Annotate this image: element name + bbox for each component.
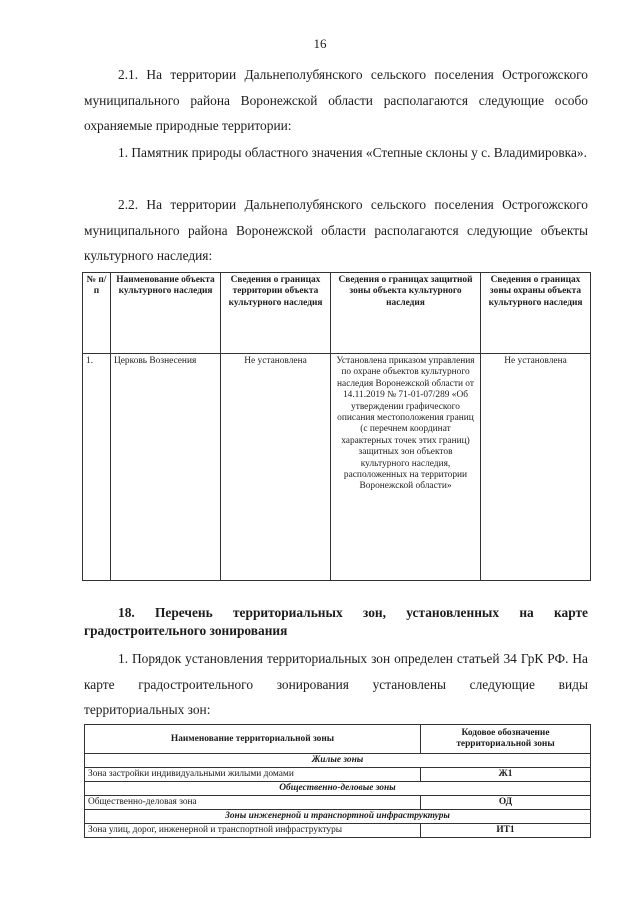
zone-group-residential: Жилые зоны: [85, 754, 591, 768]
zone-name: Зона улиц, дорог, инженерной и транспортной инфраструктуры: [85, 824, 421, 838]
zone-code: Ж1: [421, 768, 591, 782]
header-zone-name: Наименование территориальной зоны: [85, 725, 421, 754]
paragraph-2-2: [84, 192, 588, 269]
page-number: 16: [313, 36, 327, 51]
zone-name: Общественно-деловая зона: [85, 796, 421, 810]
zone-code: ИТ1: [421, 824, 591, 838]
table-row: [83, 354, 591, 581]
cell-number: 1.: [83, 354, 111, 581]
zone-group-infrastructure: Зоны инженерной и транспортной инфраструктуры: [85, 810, 591, 824]
table-row: [85, 768, 591, 782]
paragraph-2-1-text: 2.1. На территории Дальнеполубянского сельского поселения Острогожского муниципального района Воронежской области располагаются следующие особо охраняемые природные территории:: [84, 67, 588, 133]
paragraph-monument-text: 1. Памятник природы областного значения «Степные склоны у с. Владимировка».: [118, 145, 587, 160]
header-security-zone: Сведения о границах зоны охраны объекта культурного наследия: [481, 273, 591, 354]
paragraph-2-1: [84, 62, 588, 139]
header-object-name: Наименование объекта культурного наследия: [111, 273, 221, 354]
heritage-table: [82, 272, 591, 581]
table-row: [85, 824, 591, 838]
zone-name: Зона застройки индивидуальными жилыми домами: [85, 768, 421, 782]
paragraph-section-18-text: 1. Порядок установления территориальных зон определен статьей 34 ГрК РФ. На карте градостроительного зонирования установлены следующие виды территориальных зон:: [84, 651, 588, 717]
zone-code: ОД: [421, 796, 591, 810]
paragraph-section-18: [84, 646, 588, 723]
header-territory-boundaries: Сведения о границах территории объекта культурного наследия: [221, 273, 331, 354]
section-18-title: [84, 604, 588, 640]
zone-group-row: [85, 754, 591, 768]
cell-territory: Не установлена: [221, 354, 331, 581]
heritage-header-row: [83, 273, 591, 354]
table-row: [85, 796, 591, 810]
cell-protective-zone: Установлена приказом управления по охране объектов культурного наследия Воронежской области от 14.11.2019 № 71-01-07/289 «Об утверждении графического описания местоположения границ (с перечнем координат характерных точек этих границ) защитных зон объектов культурного наследия, расположенных на территории Воронежской области»: [331, 354, 481, 581]
paragraph-2-2-text: 2.2. На территории Дальнеполубянского сельского поселения Острогожского муниципального района Воронежской области располагаются следующие объекты культурного наследия:: [84, 197, 588, 263]
header-protective-zone: Сведения о границах защитной зоны объекта культурного наследия: [331, 273, 481, 354]
section-18-title-text: 18. Перечень территориальных зон, установленных на карте градостроительного зонирования: [84, 605, 588, 638]
zone-group-row: [85, 810, 591, 824]
zones-header-row: [85, 725, 591, 754]
cell-security-zone: Не установлена: [481, 354, 591, 581]
paragraph-monument: [84, 140, 588, 166]
cell-object-name: Церковь Вознесения: [111, 354, 221, 581]
zone-group-row: [85, 782, 591, 796]
zones-table: [84, 724, 591, 838]
header-number: № п/п: [83, 273, 111, 354]
zone-group-public-business: Общественно-деловые зоны: [85, 782, 591, 796]
header-zone-code: Кодовое обозначение территориальной зоны: [421, 725, 591, 754]
